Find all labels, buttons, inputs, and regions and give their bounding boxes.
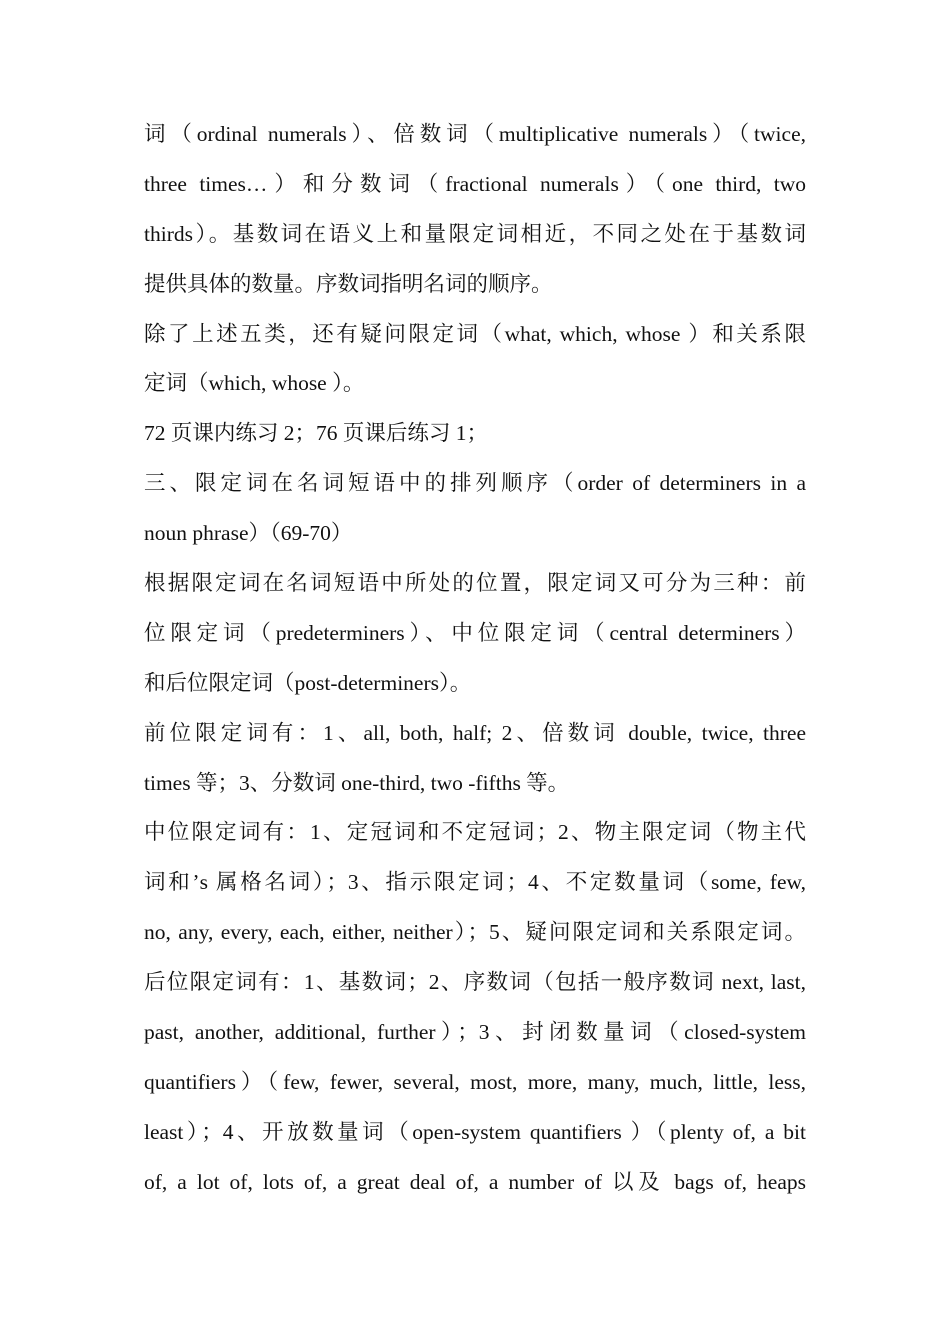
text-line: times 等；3、分数词 one-third, two -fifths 等。 — [144, 770, 570, 795]
text-line: least）；4、开放数量词（open-system quantifiers ）（plenty of, a bit — [144, 1119, 806, 1144]
text-line: 词和’s 属格名词）；3、指示限定词；4、不定数量词（some, few, — [144, 870, 806, 895]
text-line: 除了上述五类，还有疑问限定词（what, which, whose ）和关系限 — [144, 321, 806, 346]
text-line: 位限定词（predeterminers）、中位限定词（central determiners） — [144, 620, 806, 645]
text-line: 72 页课内练习 2；76 页课后练习 1； — [144, 421, 489, 446]
text-line: 和后位限定词（post-determiners）。 — [144, 670, 472, 695]
text-line: past, another, additional, further）；3、封闭数量词（closed-system — [144, 1020, 806, 1045]
text-line: 定词（which, whose ）。 — [144, 371, 365, 396]
text-line: 三、限定词在名词短语中的排列顺序（order of determiners in a — [144, 471, 806, 496]
document-body — [144, 110, 806, 1208]
text-line: 根据限定词在名词短语中所处的位置，限定词又可分为三种：前 — [144, 571, 806, 596]
text-line: 前位限定词有：1、all, both, half; 2、倍数词 double, twice, three — [144, 720, 806, 745]
text-line: thirds）。基数词在语义上和量限定词相近，不同之处在于基数词 — [144, 221, 806, 246]
text-line: quantifiers）（few, fewer, several, most, more, many, much, little, less, — [144, 1069, 806, 1094]
text-line: 中位限定词有：1、定冠词和不定冠词；2、物主限定词（物主代 — [144, 820, 806, 845]
text-line: no, any, every, each, either, neither）；5、疑问限定词和关系限定词。 — [144, 920, 806, 945]
text-line: three times…）和分数词（fractional numerals）（one third, two — [144, 171, 806, 196]
text-line: noun phrase）（69-70） — [144, 521, 353, 546]
text-line: of, a lot of, lots of, a great deal of, a number of 以及 bags of, heaps — [144, 1169, 806, 1194]
text-line: 提供具体的数量。序数词指明名词的顺序。 — [144, 271, 553, 296]
text-line: 后位限定词有：1、基数词；2、序数词（包括一般序数词 next, last, — [144, 970, 806, 995]
text-line: 词（ordinal numerals）、倍数词（multiplicative numerals）（twice, — [144, 122, 806, 146]
